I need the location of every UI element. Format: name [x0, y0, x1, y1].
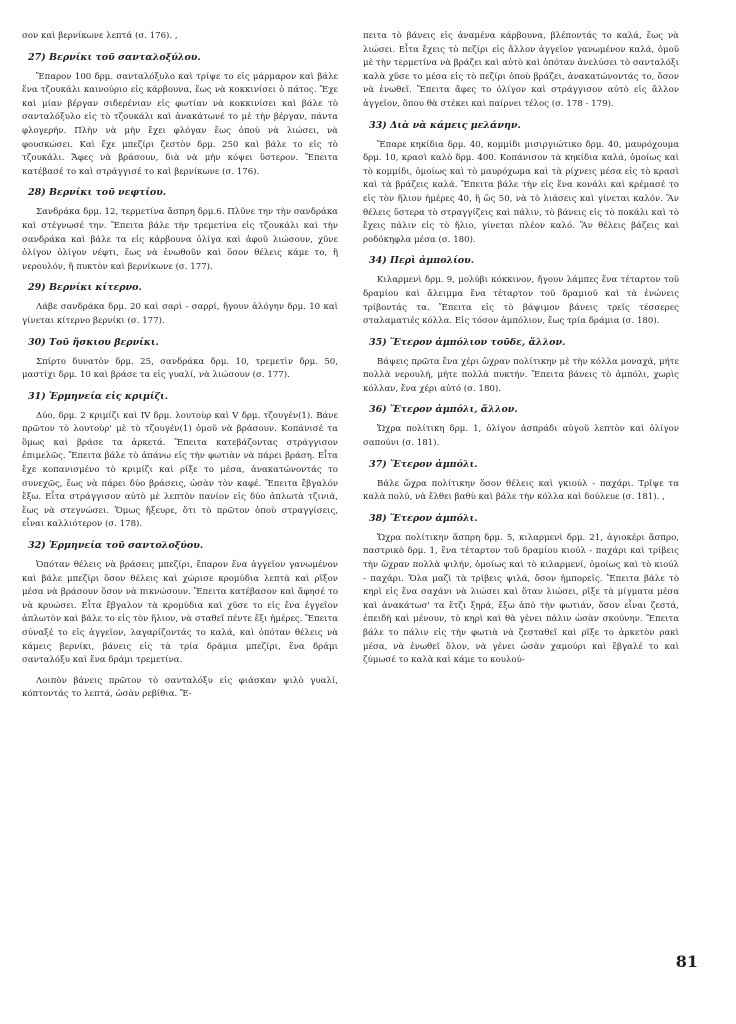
- paragraph: Σπίρτο δυνατὸν δρμ. 25, σανδράκα δρμ. 10, τρεμετὶν δρμ. 50, μαστίχι δρμ. 10 καὶ βράσε τα εἰς γυαλί, νὰ λιώσουν (σ. 177).: [22, 356, 338, 381]
- paragraph: Ὁπόταν θέλεις νὰ βράσεις μπεζίρι, ἔπαρον ἕνα ἀγγεῖον γανωμένον καὶ βάλε μπεζίρι ὅσον θέλεις καὶ χώρισε κρομύδια λεπτὰ καὶ ρῖξον μέσα νὰ βράσουν ὅσον νὰ πικνώσουν. Ἔπειτα κατέβασον καὶ ἄφησέ το νὰ κρυώσει. Εἶτα ἔβγαλον τὰ κρομύδια καὶ χῦσε το εἰς ἕνα ἐγγεῖον ἁπλωτὸν καὶ βάλε το εἰς τὸν ἥλιον, νὰ σταθεῖ πέντε ἕξι ἡμέρες. Ἔπειτα σύναξέ το εἰς ἀγγεῖον, λαγαρίζοντάς το καλά, καὶ ὁπόταν θέλεις νὰ κάμεις βερνίκι, βάνεις εἰς τὰ τρία δράμια μπεζίρι, ἕνα δράμι σανταλόξυ καὶ ἕνα δράμι τρεμετίνα.: [22, 560, 338, 666]
- left-column: [22, 30, 338, 709]
- paragraph: Λάβε σανδράκα δρμ. 20 καὶ σαρὶ - σαρρί, ἤγουν ἀλόγην δρμ. 10 καὶ γίνεται κίτερνο βερνίκι (σ. 177).: [22, 302, 338, 326]
- paragraph: Βάψεις πρῶτα ἕνα χέρι ὤχραν πολίτικην μὲ τὴν κόλλα μοναχά, μήτε πολλὰ νερουλή, μήτε πολλὰ πυκτήν. Ἔπειτα βάνεις τὸ ἀμπόλι, χωρὶς κόλλαν, ἕνα χέρι αὐτό (σ. 180).: [363, 356, 679, 394]
- paragraph: Κιλαρμενὶ δρμ. 9, μολύβι κόκκινον, ἤγουν λάμπες ἕνα τέταρτον τοῦ δραμίου καὶ ἄλειμμα ἕνα τέταρτον τοῦ δραμιοῦ καὶ τὰ ἑνώνεις τρίβοντάς τα. Ἔπειτα εἰς τὸ βάψιμον βάνεις τρεῖς τέσσερες σταλαματιές κόλλα. Εἰς τόσον ἀμπόλιον, ἕως τρία δράμια (σ. 180).: [363, 275, 679, 327]
- paragraph: Ἔπαρον 100 δρμ. σανταλόξυλο καὶ τρίψε το εἰς μάρμαρον καὶ βάλε ἕνα τζουκάλι καινούριο εἰς κάρβουνα, ἕως νὰ κοκκινίσει ὁ πάτος. Ἔχε καὶ μίαν βέργαν σιδερένιαν εἰς φωτίαν νὰ κοκκινίσει καὶ βάλε τὸ σανταλόξυλο εἰς τὸ τζουκάλι καὶ ἀνακάτωνέ το μὲ τὴν βέργαν, πάντα φλογερήν. Πλὴν νὰ μὴν ἔχει φλόγαν ἕως ὁποὺ νὰ λιώσει, νὰ φουσκώσει. Καὶ ἔχε μπεζίρι ζεστὸν δρμ. 250 καὶ βάλε το εἰς τὸ τζουκάλι. Ἄφες νὰ βράσουν, διὰ νὰ μὴν κόψει ὕστερον. Ἔπειτα κατέβασέ το καὶ στράγγισέ το καὶ βερνίκωνε (σ. 176).: [22, 71, 338, 177]
- paragraph: σον καὶ βερνίκωνε λεπτά (σ. 176). ,: [22, 31, 178, 41]
- paragraph: Ὤχρα πολίτικην ἄσπρη δρμ. 5, κιλαρμενὶ δρμ. 21, ἁγιοκέρι ἄσπρο, παστρικὸ δρμ. 1, ἕνα τέταρτον τοῦ δραμίου κιούλ - παχάρι καὶ τρίβεις τὴν ὤχραν πολλὰ ψιλήν, ὁμοίως καὶ τὸ κιλαρμενί, ὁμοίως καὶ τὸ κιούλ - παχάρι. Ὅλα μαζὶ τὰ τρίβεις ψιλά, ὅσον ἠμπορεῖς. Ἔπειτα βάλε τὸ κηρὶ εἰς ἕνα σαχάνι νὰ λιώσει καὶ ὅταν λιώσει, ρῖξε τὰ μίγματα μέσα καὶ ἀνακάτωσ' τα ἔτζι ξηρά, ἔξω ἀπὸ τὴν φωτιάν, ὅσον εἶναι ζεστά, ἐπειδὴ καὶ μένουν, τὸ κηρὶ καὶ θὰ γένει πάλιν ὡσὰν σκούνην. Ἔπειτα βάλε το πάλιν εἰς τὴν φωτιὰ νὰ ζεσταθεῖ καὶ ρῖξε το ἀρκετὸν ρακὶ μέσα, νὰ ἑνωθεῖ ὅλον, νὰ γένει ὡσὰν χαμούρι καὶ ἔβγαλέ το καὶ ζύμωσέ το καλὰ καὶ κάμε το κουλού-: [363, 532, 679, 666]
- paragraph: πειτα τὸ βάνεις εἰς ἀναμένα κάρβουνα, βλέποντάς το καλά, ἕως νὰ λιώσει. Εἶτα ἔχεις τὸ πεζίρι εἰς ἄλλον ἀγγεῖον γανωμένον καλά, ὁμοῦ μὲ τὴν τερμετίνα νὰ βράζει καὶ αὐτὸ καὶ ὁπόταν ἀνελύσει τὸ σανταλόξι καλὰ χῦσε το μέσα εἰς τὸ πεζίρι ὁποὺ βράζει, ἀνακατώνοντάς το, ὅσον νὰ ἑνωθεῖ. Ἔπειτα ἄφες το ὀλίγον καὶ στράγγισον αὐτὸ εἰς ἄλλον ἀγγεῖον, ὅπου θὰ στέκει καὶ παίρνει τέλος (σ. 178 - 179).: [363, 31, 679, 109]
- section-heading: 36) Ἕτερον ἀμπόλι, ἄλλον.: [369, 404, 518, 416]
- page-number: 81: [675, 952, 698, 971]
- section-heading: 29) Βερνίκι κίτερνο.: [28, 282, 142, 294]
- paragraph: Λοιπὸν βάνεις πρῶτον τὸ σανταλόξυ εἰς φιάσκαν ψιλὸ γυαλί, κόπτοντάς το λεπτά, ὡσὰν ρεβίθια. Ἔ-: [22, 675, 338, 700]
- right-column: [363, 30, 679, 675]
- section-heading: 32) Ἑρμηνεία τοῦ σαντολοξύου.: [28, 540, 204, 552]
- section-heading: 34) Περὶ ἀμπολίου.: [369, 255, 475, 267]
- section-heading: 31) Ἑρμηνεία εἰς κριμίζι.: [28, 390, 168, 402]
- section-heading: 33) Διὰ νὰ κάμεις μελάνην.: [369, 119, 521, 131]
- section-heading: 30) Τοῦ ἤσκιου βερνίκι.: [28, 336, 159, 348]
- paragraph: Ὤχρα πολίτικη δρμ. 1, ὀλίγον ἀσπράδι αὐγοῦ λεπτὸν καὶ ὀλίγον σαπούνι (σ. 181).: [363, 424, 679, 449]
- section-heading: 37) Ἕτερον ἀμπόλι.: [369, 458, 478, 470]
- section-heading: 27) Βερνίκι τοῦ σανταλοξύλου.: [28, 51, 201, 63]
- section-heading: 35) Ἕτερον ἀμπόλιον τοῦδε, ἄλλον.: [369, 336, 566, 348]
- section-heading: 28) Βερνίκι τοῦ νεφτίου.: [28, 187, 167, 199]
- paragraph: Σανδράκα δρμ. 12, τερμετίνα ἄσπρη δρμ.6. Πλῦνε την τὴν σανδράκα καὶ στέγνωσέ την. Ἔπειτα βάλε τὴν τρεμετίνα εἰς τζουκάλι καὶ τὴν σανδράκα καὶ βάλε τα εἰς κάρβουνα ὀλίγα καὶ ἀφοῦ λιώσουν, χῦνε ὀλίγον ὀλίγον νέφτι, ἕως νὰ ἑνωθοῦν καὶ ὅσον θέλεις κάμε το, ἢ νερουλόν, ἢ πυκτὸν καὶ βερνίκωνε (σ. 177).: [22, 207, 338, 272]
- section-heading: 38) Ἕτερον ἀμπόλι.: [369, 512, 478, 524]
- paragraph: Βάλε ὤχρα πολίτικην ὅσον θέλεις καὶ γκιούλ - παχάρι. Τρῖψε τα καλὰ πολύ, νὰ ἔλθει βαθὺ καὶ βάλε τὴν κόλλα καὶ δούλευε (σ. 181). ,: [363, 478, 679, 503]
- paragraph: Δύο, δρμ. 2 κριμίζι καὶ IV δρμ. λουτοὺρ καὶ V δρμ. τζουγέν(1). Βάνε πρῶτον τὸ λουτοὺρ' μὲ τὸ τζουγέν(1) ὁμοῦ νὰ βράσουν. Κοπάνισέ τα ὅμως καὶ βράσε τα ἀρκετά. Ἔπειτα κατεβάζοντας στράγγισον ἐπιμελῶς. Ἔπειτα βάλε τὸ ἀπάνω εἰς τὴν φωτιὰν νὰ πάρει βράση. Εἶτα ἔχε κοπανισμένο τὸ κριμίζι καὶ ρίξε το μέσα, ἀνακατώνοντάς το συνεχῶς, ἕως νὰ πάρει δύο βράσεις, ὡσὰν τὸν καφέ. Ἔπειτα ἔβγαλόν ἔξω. Εἶτα στράγγισον αὐτὸ μὲ λεπτὸν πανίον εἰς δύο ἁπλωτὰ τζινιά, ἕως νὰ στεγνώσει. Ὅμως ἤξευρε, ὅτι τὸ πρῶτον ὁποὺ στραγγίσεις, εἶναι καλλιότερον (σ. 178).: [22, 410, 338, 530]
- paragraph: Ἔπαρε κηκίδια δρμ. 40, κομμίδι μισιργιώτικο δρμ. 40, μαυρόχουμα δρμ. 10, κρασὶ καλὸ δρμ. 400. Κοπάνισον τὰ κηκίδια καλά, ὁμοίως καὶ τὸ κομμίδι, ὁμοίως καὶ τὸ μαυρόχωμα καὶ τὰ ρίχνεις μέσα εἰς τὸ κρασὶ καὶ τὰ βράζεις καλά. Ἔπειτα βάλε τὴν εἰς ἕνα κονάλι καὶ κρέμασέ το εἰς τὸν ἥλιον ἡμέρες 40, ἢ ὥς 50, νὰ τὸ λιάσεις καὶ γίνεται καλόν. Ἂν θέλεις ὕστερα τὸ στραγγίζεις καὶ πάλιν, τὸ βάνεις εἰς τὸ ποκάλι καὶ τὸ ἔχεις πάλιν εἰς τὸ ἥλιο, γίνεται πλέον καλό. Ἂν θέλεις βάζεις καὶ ροδόκηφλα μέσα (σ. 180).: [363, 139, 679, 245]
